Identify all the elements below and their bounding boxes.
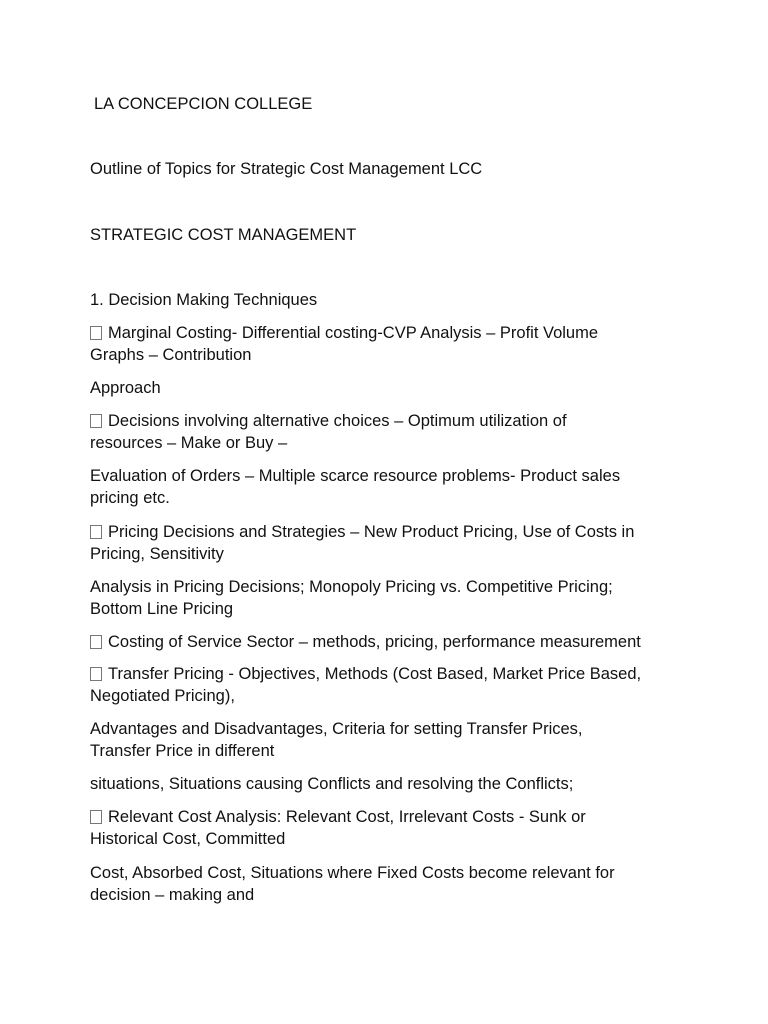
paragraph-absorbed-cost	[90, 862, 686, 906]
bullet-icon	[90, 414, 102, 428]
paragraph-row: Historical Cost, Committed	[90, 830, 286, 848]
paragraph-evaluation-orders	[90, 465, 686, 509]
paragraph-row: Approach	[90, 379, 161, 397]
paragraph-row: Decisions involving alternative choices – Optimum utilization of	[90, 410, 686, 432]
subject-title: STRATEGIC COST MANAGEMENT	[90, 226, 357, 244]
paragraph-situations	[90, 773, 686, 795]
paragraph-row: resources – Make or Buy –	[90, 434, 288, 452]
paragraph-analysis-pricing	[90, 576, 686, 620]
paragraph-row: Analysis in Pricing Decisions; Monopoly Pricing vs. Competitive Pricing;	[90, 578, 613, 596]
college-name: LA CONCEPCION COLLEGE	[94, 95, 313, 113]
paragraph-row: decision – making and	[90, 886, 255, 904]
paragraph-row: Graphs – Contribution	[90, 346, 252, 364]
paragraph-row: Advantages and Disadvantages, Criteria for setting Transfer Prices,	[90, 720, 583, 738]
outline-title: Outline of Topics for Strategic Cost Management LCC	[90, 160, 483, 178]
bullet-icon	[90, 810, 102, 824]
paragraph-transfer-pricing	[90, 663, 686, 707]
paragraph-relevant-cost	[90, 806, 686, 850]
paragraph-advantages	[90, 718, 686, 762]
paragraph-row: Evaluation of Orders – Multiple scarce resource problems- Product sales	[90, 467, 621, 485]
section-heading: 1. Decision Making Techniques	[90, 291, 318, 309]
paragraph-pricing-decisions	[90, 521, 686, 565]
bullet-icon	[90, 525, 102, 539]
paragraph-alternative-choices	[90, 410, 686, 454]
paragraph-row: Transfer Price in different	[90, 742, 275, 760]
paragraph-row: Marginal Costing- Differential costing-CVP Analysis – Profit Volume	[90, 322, 686, 344]
bullet-icon	[90, 635, 102, 649]
bullet-icon	[90, 667, 102, 681]
paragraph-marginal-costing	[90, 322, 686, 366]
paragraph-row: situations, Situations causing Conflicts and resolving the Conflicts;	[90, 775, 574, 793]
paragraph-row: Costing of Service Sector – methods, pricing, performance measurement	[90, 631, 686, 653]
paragraph-row: Pricing, Sensitivity	[90, 545, 224, 563]
paragraph-row: Cost, Absorbed Cost, Situations where Fixed Costs become relevant for	[90, 864, 615, 882]
paragraph-row: pricing etc.	[90, 489, 170, 507]
paragraph-row: Negotiated Pricing),	[90, 687, 235, 705]
paragraph-approach	[90, 377, 686, 399]
paragraph-row: Pricing Decisions and Strategies – New Product Pricing, Use of Costs in	[90, 521, 686, 543]
bullet-icon	[90, 326, 102, 340]
paragraph-service-sector	[90, 631, 686, 653]
paragraph-row: Transfer Pricing - Objectives, Methods (Cost Based, Market Price Based,	[90, 663, 686, 685]
paragraph-row: Bottom Line Pricing	[90, 600, 234, 618]
paragraph-row: Relevant Cost Analysis: Relevant Cost, Irrelevant Costs - Sunk or	[90, 806, 686, 828]
